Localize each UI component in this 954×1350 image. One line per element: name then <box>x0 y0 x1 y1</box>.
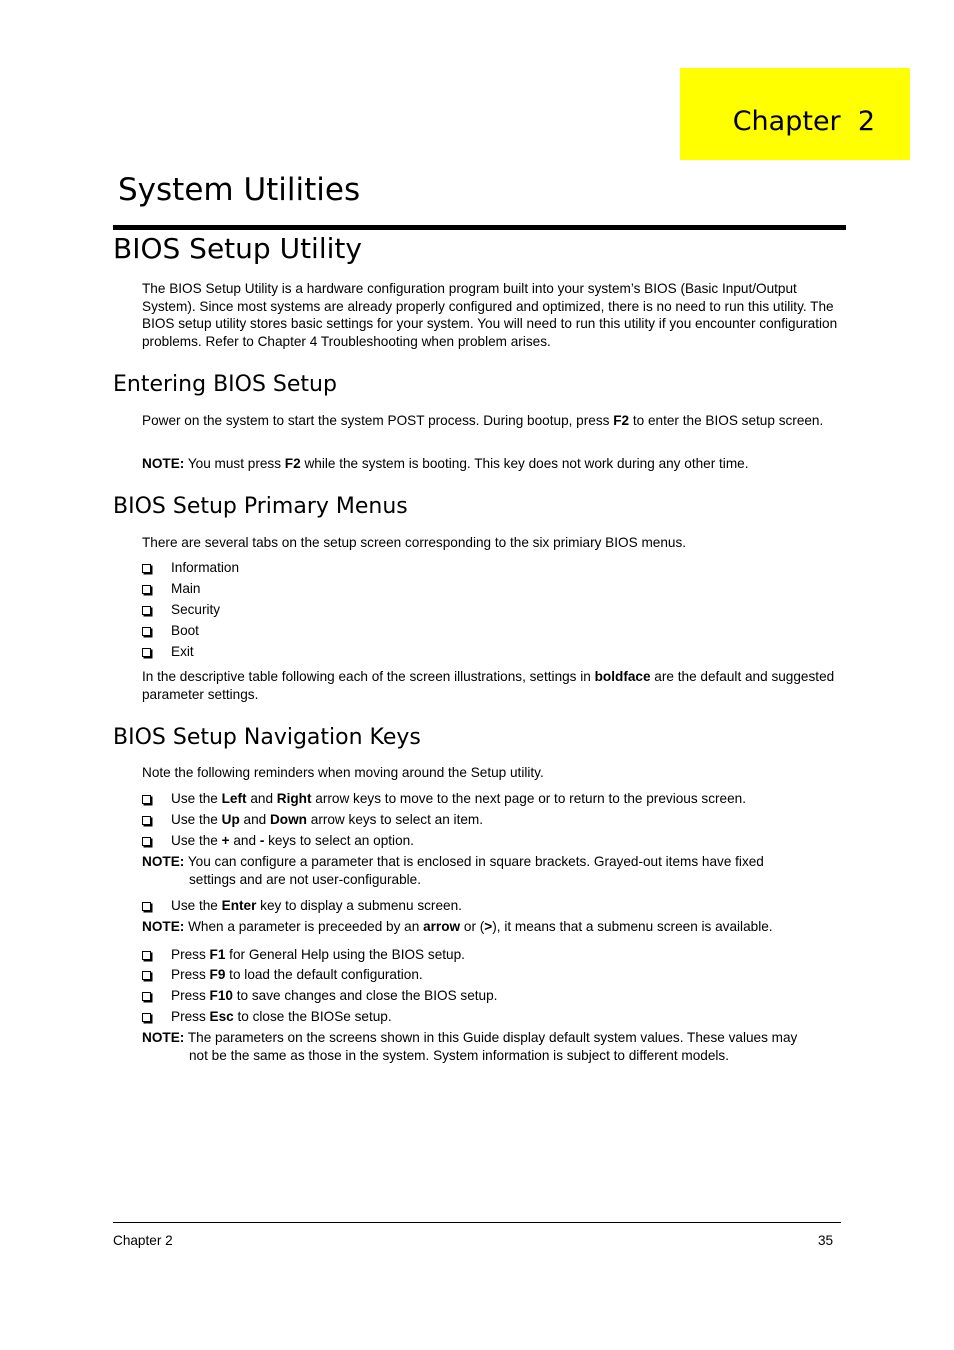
text: Press <box>171 967 210 982</box>
list-item-label <box>171 946 465 963</box>
text: arrow keys to select an item. <box>306 812 484 827</box>
note-label: NOTE: <box>142 456 185 471</box>
text: arrow keys to move to the next page or to return to the previous screen. <box>311 791 746 806</box>
text: The parameters on the screens shown in this Guide display default system values. These values may <box>184 1030 798 1045</box>
key-name: + <box>221 833 230 848</box>
page-title: System Utilities <box>118 172 361 208</box>
text: Use the <box>171 833 222 848</box>
key-f2: F2 <box>613 413 630 428</box>
list-item-label <box>171 966 423 983</box>
text: You can configure a parameter that is enclosed in square brackets. Grayed-out items have fixed <box>184 854 764 869</box>
checkbox-bullet-icon <box>142 992 151 1001</box>
text: Press <box>171 1009 210 1024</box>
primary-intro: There are several tabs on the setup screen corresponding to the six primiary BIOS menus. <box>142 535 687 550</box>
note-label: NOTE: <box>142 919 185 934</box>
navigation-note-2 <box>142 918 842 936</box>
key-name: - <box>259 833 265 848</box>
page-number: 35 <box>818 1233 834 1248</box>
list-item-label: Information <box>171 560 240 575</box>
key-f2: F2 <box>284 456 301 471</box>
text: are the default and suggested parameter settings. <box>142 669 835 702</box>
list-item-label <box>171 790 746 807</box>
primary-heading: BIOS Setup Primary Menus <box>113 494 408 519</box>
checkbox-bullet-icon <box>142 816 151 825</box>
key-name: Up <box>221 812 240 827</box>
checkbox-bullet-icon <box>142 648 151 657</box>
text: while the system is booting. This key does not work during any other time. <box>300 456 749 471</box>
entering-heading: Entering BIOS Setup <box>113 372 337 397</box>
key-name: Left <box>221 791 247 806</box>
bold-word: boldface <box>594 669 651 684</box>
note-label: NOTE: <box>142 854 185 869</box>
checkbox-bullet-icon <box>142 564 151 573</box>
key-name: F9 <box>209 967 226 982</box>
intro-paragraph: The BIOS Setup Utility is a hardware configuration program built into your system’s BIOS (Basic Input/Output System). Since most systems are already properly configured and optimized, there is no need to run this utility. The BIOS setup utility stores basic settings for your system. You will need to run this utility if you encounter configuration problems. Refer to Chapter 4 Troubleshooting when problem arises. <box>142 281 838 349</box>
text: You must press <box>184 456 285 471</box>
list-item-label: Exit <box>171 644 194 659</box>
chapter-tab <box>680 68 910 160</box>
checkbox-bullet-icon <box>142 902 151 911</box>
list-item-label: Boot <box>171 623 199 638</box>
navigation-note-3 <box>142 1029 842 1064</box>
navigation-heading: BIOS Setup Navigation Keys <box>113 725 421 750</box>
bold-word: arrow <box>423 919 461 934</box>
key-name: F10 <box>209 988 233 1003</box>
section-title: BIOS Setup Utility <box>113 232 362 265</box>
text: key to display a submenu screen. <box>256 898 462 913</box>
text: ), it means that a submenu screen is available. <box>492 919 773 934</box>
entering-note <box>142 455 842 473</box>
chapter-tab-label: Chapter 2 <box>732 105 875 137</box>
text: When a parameter is preceeded by an <box>184 919 424 934</box>
text: to load the default configuration. <box>225 967 423 982</box>
text: Use the <box>171 791 222 806</box>
text: settings and are not user-configurable. <box>189 871 421 887</box>
bold-word: > <box>484 919 493 934</box>
text: to close the BIOSe setup. <box>233 1009 392 1024</box>
primary-paragraph <box>142 668 842 703</box>
text: and <box>229 833 260 848</box>
checkbox-bullet-icon <box>142 971 151 980</box>
checkbox-bullet-icon <box>142 585 151 594</box>
key-name: F1 <box>209 947 226 962</box>
text: Press <box>171 988 210 1003</box>
text: Press <box>171 947 210 962</box>
text: not be the same as those in the system. System information is subject to different models. <box>189 1047 729 1063</box>
list-item-label <box>171 1008 392 1025</box>
checkbox-bullet-icon <box>142 627 151 636</box>
footer-rule <box>113 1222 841 1223</box>
footer-chapter: Chapter 2 <box>113 1233 173 1248</box>
key-name: Esc <box>209 1009 234 1024</box>
text: Power on the system to start the system POST process. During bootup, press <box>142 413 614 428</box>
text: Use the <box>171 812 222 827</box>
checkbox-bullet-icon <box>142 951 151 960</box>
text: or ( <box>460 919 485 934</box>
key-name: Enter <box>221 898 257 913</box>
text: and <box>239 812 270 827</box>
checkbox-bullet-icon <box>142 837 151 846</box>
text: to save changes and close the BIOS setup. <box>232 988 498 1003</box>
list-item-label <box>171 897 462 914</box>
note-label: NOTE: <box>142 1030 185 1045</box>
key-name: Down <box>269 812 307 827</box>
list-item-label <box>171 832 414 849</box>
text: and <box>246 791 277 806</box>
list-item-label: Security <box>171 602 221 617</box>
text: keys to select an option. <box>264 833 414 848</box>
key-name: Right <box>276 791 312 806</box>
navigation-intro: Note the following reminders when moving around the Setup utility. <box>142 765 544 780</box>
title-rule <box>113 225 846 230</box>
list-item-label <box>171 811 483 828</box>
text: In the descriptive table following each of the screen illustrations, settings in <box>142 669 595 684</box>
checkbox-bullet-icon <box>142 606 151 615</box>
list-item-label <box>171 987 497 1004</box>
checkbox-bullet-icon <box>142 795 151 804</box>
text: to enter the BIOS setup screen. <box>629 413 824 428</box>
list-item-label: Main <box>171 581 201 596</box>
entering-paragraph <box>142 412 842 430</box>
text: for General Help using the BIOS setup. <box>225 947 465 962</box>
navigation-note-1 <box>142 853 842 888</box>
text: Use the <box>171 898 222 913</box>
checkbox-bullet-icon <box>142 1013 151 1022</box>
